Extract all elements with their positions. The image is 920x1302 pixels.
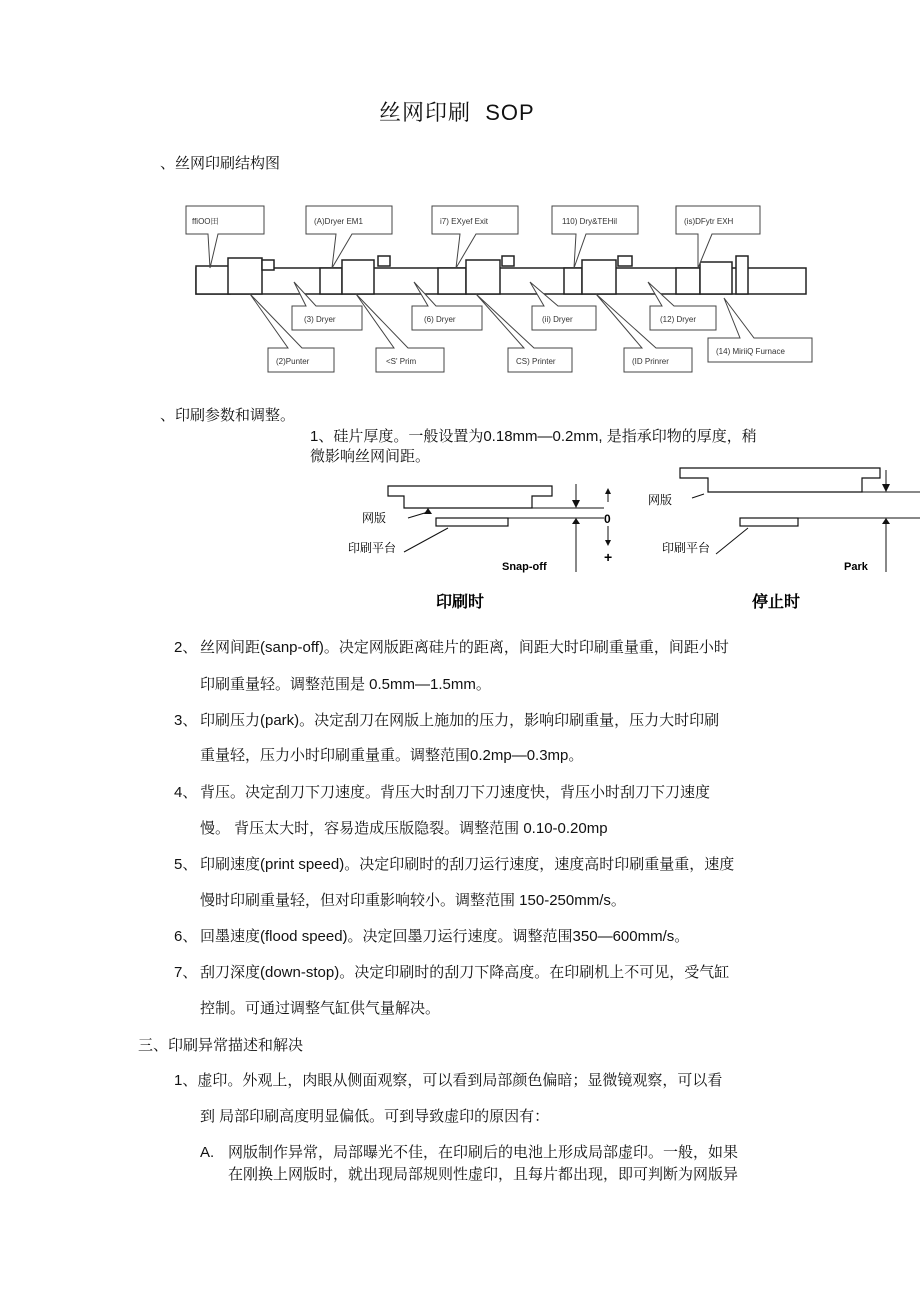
- structure-diagram: [180, 198, 820, 374]
- callout-label: (3) Dryer: [304, 315, 336, 324]
- section-1-heading: 、丝网印刷结构图: [160, 155, 281, 172]
- item-line: 背压。决定刮刀下刀速度。背压大时刮刀下刀速度快，背压小时刮刀下刀速度: [200, 784, 711, 801]
- callout-label: i7) EXyef Exit: [440, 217, 489, 226]
- item-line: 印刷速度(print speed)。决定印刷时的刮刀运行速度，速度高时印刷重量重，速度: [200, 856, 735, 873]
- arrow-head: [882, 484, 890, 492]
- caption-stopped: 停止时: [752, 594, 801, 611]
- item-num: 3、: [174, 712, 198, 729]
- page-title: [379, 96, 535, 127]
- sec3-item-a-line-1: 网版制作异常，局部曝光不佳，在印刷后的电池上形成局部虚印。一般，如果: [228, 1144, 739, 1161]
- machine-block: [196, 266, 230, 294]
- callout-label: <S' Prim: [386, 357, 417, 366]
- item-line: 印刷重量轻。调整范围是 0.5mm—1.5mm。: [200, 676, 491, 693]
- machine-block: [228, 258, 262, 294]
- item-num: 6、: [174, 928, 198, 945]
- item-num: 7、: [174, 964, 198, 981]
- arrow-head: [424, 508, 432, 514]
- section-2-heading: 、印刷参数和调整。: [160, 407, 296, 424]
- machine-block: [438, 268, 466, 294]
- item-line: 控制。可通过调整气缸供气量解决。: [200, 1000, 441, 1017]
- machine-block: [700, 262, 732, 294]
- machine-block: [582, 260, 616, 294]
- screen-label: 网版: [362, 511, 387, 525]
- callout-label: (ii) Dryer: [542, 315, 573, 324]
- item-num: 5、: [174, 856, 198, 873]
- screen-label: 网版: [648, 493, 673, 507]
- arrow-head: [882, 518, 890, 524]
- machine-block: [618, 256, 632, 266]
- sec3-item-1-line-2: 到 局部印刷高度明显偏低。可到导致虚印的原因有：: [200, 1108, 550, 1125]
- section-3-heading: 三、印刷异常描述和解决: [138, 1037, 304, 1054]
- arrow-head: [605, 488, 611, 494]
- screen-frame: [388, 486, 552, 508]
- item-1-line-2: 微影响丝网间距。: [310, 448, 431, 465]
- machine-block: [342, 260, 374, 294]
- machine-block: [676, 268, 700, 294]
- arrow-head: [572, 500, 580, 508]
- screen-frame: [680, 468, 880, 492]
- callout-label: 110) Dry&TEHil: [562, 217, 617, 226]
- arrow-head: [572, 518, 580, 524]
- arrow-head: [605, 540, 611, 546]
- leader-line: [404, 528, 448, 552]
- sec3-item-a-line-2: 在刚换上网版时，就出现局部规则性虚印，且每片都出现，即可判断为网版异: [228, 1166, 739, 1183]
- callout-label: (A)Dryer EM1: [314, 217, 363, 226]
- title-en: SOP: [485, 100, 535, 125]
- callout-label: (14) MiriiQ Furnace: [716, 347, 785, 356]
- callout-label: (6) Dryer: [424, 315, 456, 324]
- plus-mark: +: [604, 549, 613, 565]
- zero-mark: 0: [604, 512, 611, 526]
- item-num: 4、: [174, 784, 198, 801]
- item-num: 2、: [174, 639, 198, 656]
- callout-label: ffiOO田: [192, 217, 219, 226]
- machine-block: [502, 256, 514, 266]
- leader-line: [692, 494, 704, 498]
- sec3-item-1-line-1: 1、虚印。外观上，肉眼从侧面观察，可以看到局部颜色偏暗；显微镜观察，可以看: [174, 1072, 723, 1089]
- item-line: 印刷压力(park)。决定刮刀在网版上施加的压力，影响印刷重量，压力大时印刷: [200, 712, 720, 729]
- machine-block: [320, 268, 342, 294]
- machine-block: [378, 256, 390, 266]
- machine-block: [262, 260, 274, 270]
- callout-label: CS) Printer: [516, 357, 556, 366]
- machine-block: [564, 268, 582, 294]
- callout-label: (2)Punter: [276, 357, 310, 366]
- callout-label: (12) Dryer: [660, 315, 697, 324]
- item-1-line-1: 1、硅片厚度。一般设置为0.18mm—0.2mm, 是指承印物的厚度，稍: [310, 428, 757, 445]
- snap-off-diagram: [336, 462, 920, 614]
- item-line: 慢时印刷重量轻，但对印重影响较小。调整范围 150-250mm/s。: [200, 892, 626, 909]
- callout-label: (is)DFytr EXH: [684, 217, 734, 226]
- item-line: 慢。 背压太大时，容易造成压版隐裂。调整范围 0.10-0.20mp: [200, 820, 608, 837]
- park-label: Park: [844, 561, 868, 573]
- machine-block: [736, 256, 748, 294]
- item-line: 重量轻，压力小时印刷重量重。调整范围0.2mp—0.3mp。: [200, 747, 584, 764]
- leader-line: [716, 528, 748, 554]
- sec3-item-a-label: A.: [200, 1144, 215, 1161]
- machine-block: [466, 260, 500, 294]
- title-cn: 丝网印刷: [379, 100, 472, 125]
- item-line: 回墨速度(flood speed)。决定回墨刀运行速度。调整范围350—600mm/s。: [200, 928, 690, 945]
- caption-printing: 印刷时: [436, 594, 485, 611]
- item-line: 丝网间距(sanp-off)。决定网版距离硅片的距离，间距大时印刷重量重，间距小时: [200, 639, 729, 656]
- platform-label: 印刷平台: [348, 541, 397, 555]
- print-platform: [740, 518, 798, 526]
- platform-label: 印刷平台: [662, 541, 711, 555]
- item-line: 刮刀深度(down-stop)。决定印刷时的刮刀下降高度。在印刷机上不可见，受气缸: [200, 964, 730, 981]
- print-platform: [436, 518, 508, 526]
- snap-off-label: Snap-off: [502, 561, 547, 573]
- callout-label: (ID Prinrer: [632, 357, 669, 366]
